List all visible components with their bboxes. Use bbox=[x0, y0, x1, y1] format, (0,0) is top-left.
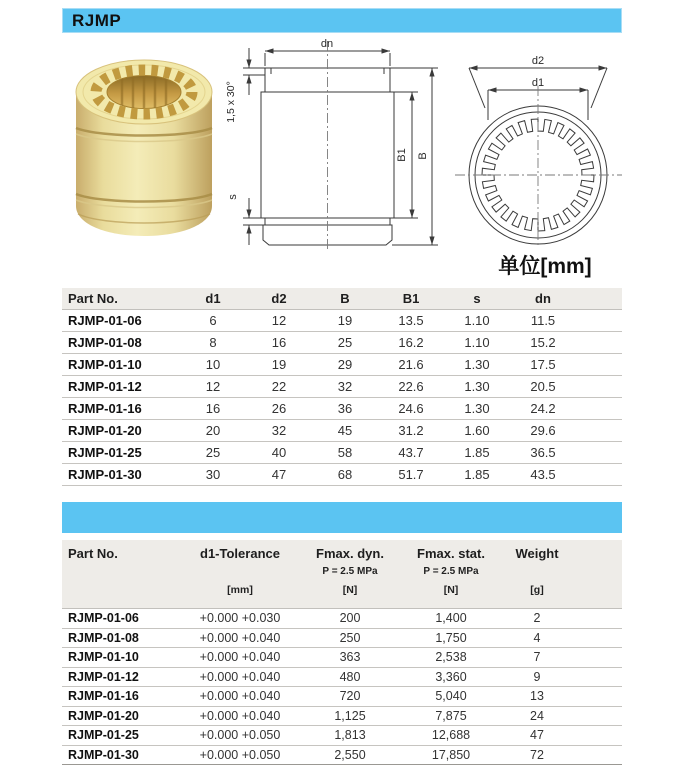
part-no-cell: RJMP-01-12 bbox=[68, 669, 139, 684]
part-no-cell: RJMP-01-25 bbox=[68, 728, 139, 743]
col-header-part-no: Part No. bbox=[62, 540, 180, 609]
value-cell: 2 bbox=[533, 611, 541, 626]
value-cell: 32 bbox=[337, 378, 353, 394]
value-cell: 20.5 bbox=[530, 378, 556, 394]
value-cell: 36 bbox=[337, 400, 353, 416]
table-row bbox=[62, 706, 622, 726]
value-cell: 58 bbox=[337, 444, 353, 460]
value-cell: 16 bbox=[205, 400, 221, 416]
col-header-b1: B1 bbox=[402, 290, 420, 306]
part-no-cell: RJMP-01-20 bbox=[68, 708, 139, 723]
col-header-weight: Weight [g] bbox=[502, 540, 622, 609]
dim-label-d2: d2 bbox=[531, 55, 545, 67]
unit-note: 单位[mm] bbox=[498, 255, 592, 278]
value-cell: 2,538 bbox=[435, 650, 467, 665]
value-cell: 480 bbox=[339, 669, 361, 684]
value-cell: 12 bbox=[271, 312, 287, 328]
col-header-b: B bbox=[340, 290, 350, 306]
value-cell: 1,750 bbox=[435, 630, 467, 645]
product-photo bbox=[60, 42, 220, 240]
value-cell: 250 bbox=[339, 630, 361, 645]
load-table-header-row bbox=[62, 540, 622, 609]
part-no-cell: RJMP-01-25 bbox=[68, 444, 142, 460]
value-cell: 200 bbox=[339, 611, 361, 626]
col-header-s: s bbox=[473, 290, 481, 306]
value-cell: 1,813 bbox=[334, 728, 366, 743]
value-cell: 29 bbox=[337, 356, 353, 372]
value-cell: 13 bbox=[530, 689, 544, 704]
value-cell: 12 bbox=[205, 378, 221, 394]
value-cell: 17.5 bbox=[530, 356, 556, 372]
table-row bbox=[62, 648, 622, 668]
value-cell: 19 bbox=[337, 312, 353, 328]
value-cell: 10 bbox=[205, 356, 221, 372]
dim-label-chamfer: 1,5 x 30° bbox=[225, 81, 237, 123]
value-cell: 17,850 bbox=[431, 747, 471, 762]
value-cell: 1.10 bbox=[464, 334, 490, 350]
part-no-cell: RJMP-01-30 bbox=[68, 747, 139, 762]
table-row bbox=[62, 726, 622, 746]
page-title: RJMP bbox=[72, 10, 122, 30]
dimensions-table bbox=[62, 288, 622, 486]
value-cell: 1,400 bbox=[435, 611, 467, 626]
value-cell: 43.5 bbox=[530, 466, 556, 482]
table-row bbox=[62, 463, 622, 485]
value-cell: +0.000 +0.050 bbox=[199, 747, 281, 762]
part-no-cell: RJMP-01-12 bbox=[68, 378, 142, 394]
value-cell: 24 bbox=[530, 708, 544, 723]
table-row bbox=[62, 667, 622, 687]
value-cell: 19 bbox=[271, 356, 287, 372]
value-cell: 22 bbox=[271, 378, 287, 394]
part-no-cell: RJMP-01-10 bbox=[68, 356, 142, 372]
part-no-cell: RJMP-01-20 bbox=[68, 422, 142, 438]
value-cell: 45 bbox=[337, 422, 353, 438]
table-row bbox=[62, 353, 622, 375]
value-cell: 1.85 bbox=[464, 466, 490, 482]
col-header-dn: dn bbox=[535, 290, 551, 306]
table-row bbox=[62, 375, 622, 397]
table-row bbox=[62, 745, 622, 765]
part-no-cell: RJMP-01-16 bbox=[68, 400, 142, 416]
part-no-cell: RJMP-01-06 bbox=[68, 611, 139, 626]
part-no-cell: RJMP-01-10 bbox=[68, 650, 139, 665]
value-cell: 1.10 bbox=[464, 312, 490, 328]
value-cell: 720 bbox=[339, 689, 361, 704]
value-cell: +0.000 +0.030 bbox=[199, 611, 281, 626]
table-row bbox=[62, 331, 622, 353]
value-cell: 25 bbox=[205, 444, 221, 460]
value-cell: 6 bbox=[209, 312, 217, 328]
value-cell: 72 bbox=[530, 747, 544, 762]
col-header-fmax-dyn: Fmax. dyn. P = 2.5 MPa [N] bbox=[300, 540, 400, 609]
value-cell: 24.2 bbox=[530, 400, 556, 416]
value-cell: 16.2 bbox=[398, 334, 424, 350]
table-row bbox=[62, 397, 622, 419]
value-cell: 3,360 bbox=[435, 669, 467, 684]
value-cell: 30 bbox=[205, 466, 221, 482]
value-cell: 1.30 bbox=[464, 378, 490, 394]
value-cell: 7 bbox=[533, 650, 541, 665]
part-no-cell: RJMP-01-30 bbox=[68, 466, 142, 482]
value-cell: 11.5 bbox=[530, 312, 556, 328]
value-cell: +0.000 +0.040 bbox=[199, 630, 281, 645]
value-cell: 22.6 bbox=[398, 378, 424, 394]
value-cell: 26 bbox=[271, 400, 287, 416]
col-header-d2: d2 bbox=[271, 290, 287, 306]
front-view-drawing bbox=[452, 48, 628, 248]
value-cell: 4 bbox=[533, 630, 541, 645]
value-cell: 43.7 bbox=[398, 444, 424, 460]
page-title-bar bbox=[62, 8, 622, 33]
value-cell: 1.60 bbox=[464, 422, 490, 438]
value-cell: 32 bbox=[271, 422, 287, 438]
value-cell: +0.000 +0.040 bbox=[199, 669, 281, 684]
col-header-fmax-stat: Fmax. stat. P = 2.5 MPa [N] bbox=[400, 540, 502, 609]
dimensions-table-header-row bbox=[62, 288, 622, 309]
table-row bbox=[62, 628, 622, 648]
value-cell: 9 bbox=[533, 669, 541, 684]
value-cell: 47 bbox=[271, 466, 287, 482]
part-no-cell: RJMP-01-16 bbox=[68, 689, 139, 704]
table-row bbox=[62, 419, 622, 441]
value-cell: 7,875 bbox=[435, 708, 467, 723]
value-cell: 5,040 bbox=[435, 689, 467, 704]
value-cell: 40 bbox=[271, 444, 287, 460]
value-cell: 16 bbox=[271, 334, 287, 350]
table-row bbox=[62, 609, 622, 629]
value-cell: +0.000 +0.050 bbox=[199, 728, 281, 743]
side-view-drawing bbox=[222, 35, 440, 253]
value-cell: 68 bbox=[337, 466, 353, 482]
table-row bbox=[62, 441, 622, 463]
value-cell: 12,688 bbox=[431, 728, 471, 743]
dim-label-dn: dn bbox=[320, 38, 334, 50]
value-cell: 2,550 bbox=[334, 747, 366, 762]
table-row bbox=[62, 687, 622, 707]
value-cell: 24.6 bbox=[398, 400, 424, 416]
value-cell: 15.2 bbox=[530, 334, 556, 350]
value-cell: 31.2 bbox=[398, 422, 424, 438]
value-cell: 363 bbox=[339, 650, 361, 665]
value-cell: 1.30 bbox=[464, 356, 490, 372]
value-cell: 1.30 bbox=[464, 400, 490, 416]
value-cell: 47 bbox=[530, 728, 544, 743]
value-cell: +0.000 +0.040 bbox=[199, 708, 281, 723]
value-cell: 21.6 bbox=[398, 356, 424, 372]
value-cell: 20 bbox=[205, 422, 221, 438]
part-no-cell: RJMP-01-08 bbox=[68, 334, 142, 350]
part-no-cell: RJMP-01-06 bbox=[68, 312, 142, 328]
value-cell: 51.7 bbox=[398, 466, 424, 482]
value-cell: 1.85 bbox=[464, 444, 490, 460]
dim-label-b1: B1 bbox=[396, 148, 408, 162]
value-cell: +0.000 +0.040 bbox=[199, 689, 281, 704]
dim-label-d1: d1 bbox=[531, 77, 545, 89]
value-cell: 1,125 bbox=[334, 708, 366, 723]
dim-label-s: s bbox=[227, 194, 239, 200]
section-divider-bar bbox=[62, 502, 622, 533]
value-cell: 29.6 bbox=[530, 422, 556, 438]
part-no-cell: RJMP-01-08 bbox=[68, 630, 139, 645]
value-cell: 25 bbox=[337, 334, 353, 350]
col-header-part-no: Part No. bbox=[68, 290, 118, 306]
value-cell: 13.5 bbox=[398, 312, 424, 328]
value-cell: 36.5 bbox=[530, 444, 556, 460]
table-row bbox=[62, 309, 622, 331]
value-cell: +0.000 +0.040 bbox=[199, 650, 281, 665]
load-table bbox=[62, 540, 622, 765]
value-cell: 8 bbox=[209, 334, 217, 350]
col-header-d1: d1 bbox=[205, 290, 221, 306]
col-header-d1-tolerance: d1-Tolerance [mm] bbox=[180, 540, 300, 609]
dim-label-b: B bbox=[417, 152, 429, 160]
